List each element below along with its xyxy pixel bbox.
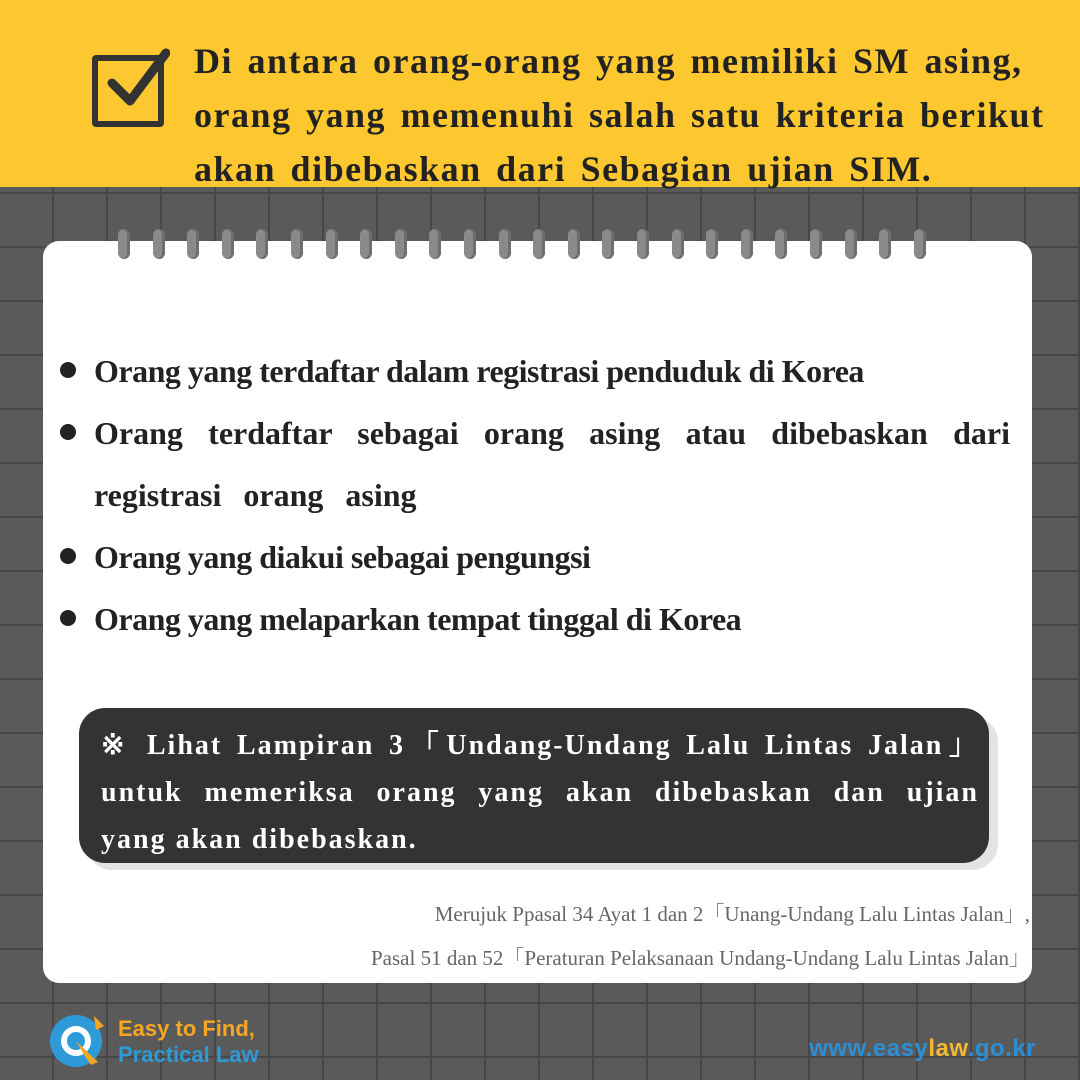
spiral-ring: [222, 229, 234, 259]
reference-line: Merujuk Ppasal 34 Ayat 1 dan 2「Unang-Undang Lalu Lintas Jalan」,: [434, 902, 1030, 926]
easylaw-logo[interactable]: [46, 1010, 286, 1072]
spiral-ring: [845, 229, 857, 259]
spiral-ring: [741, 229, 753, 259]
spiral-ring: [153, 229, 165, 259]
header-title-line: Di antara orang-orang yang memiliki SM asing,: [194, 41, 1023, 81]
bullet-icon: [60, 548, 76, 564]
site-suffix: .go.kr: [967, 1035, 1036, 1062]
header-title: [194, 34, 1049, 196]
spiral-ring: [533, 229, 545, 259]
spiral-ring: [914, 229, 926, 259]
header-title-line: akan dibebaskan dari Sebagian ujian SIM.: [194, 149, 933, 189]
site-prefix: www.easy: [809, 1035, 929, 1062]
criteria-text: Orang yang terdaftar dalam registrasi penduduk di Korea: [94, 353, 864, 389]
spiral-binding: [118, 229, 938, 269]
note-line: yang akan dibebaskan.: [101, 824, 418, 855]
header-title-line: orang yang memenuhi salah satu kriteria berikut: [194, 95, 1045, 135]
easylaw-logo-icon: [46, 1010, 116, 1072]
logo-text: [118, 1016, 259, 1068]
spiral-ring: [429, 229, 441, 259]
header-banner: [0, 0, 1080, 187]
spiral-ring: [602, 229, 614, 259]
reference-line: Pasal 51 dan 52「Peraturan Pelaksanaan Undang-Undang Lalu Lintas Jalan」: [371, 946, 1030, 970]
note-box: [79, 708, 989, 863]
spiral-ring: [672, 229, 684, 259]
spiral-ring: [326, 229, 338, 259]
spiral-ring: [637, 229, 649, 259]
spiral-ring: [879, 229, 891, 259]
spiral-ring: [775, 229, 787, 259]
criteria-text: Orang terdaftar sebagai orang asing atau dibebaskan dari registrasi orang asing: [94, 415, 1010, 513]
spiral-ring: [499, 229, 511, 259]
bullet-icon: [60, 424, 76, 440]
criteria-item: [60, 340, 1010, 402]
spiral-ring: [187, 229, 199, 259]
bullet-icon: [60, 610, 76, 626]
spiral-ring: [256, 229, 268, 259]
spiral-ring: [360, 229, 372, 259]
criteria-item: [60, 588, 1010, 650]
spiral-ring: [706, 229, 718, 259]
legal-reference: [130, 892, 1030, 980]
note-line: untuk memeriksa orang yang akan dibebaskan dan ujian: [101, 777, 979, 808]
criteria-text: Orang yang melaparkan tempat tinggal di Korea: [94, 601, 742, 637]
criteria-text: Orang yang diakui sebagai pengungsi: [94, 539, 591, 575]
checkbox-icon: [92, 55, 164, 127]
spiral-ring: [291, 229, 303, 259]
bullet-icon: [60, 362, 76, 378]
logo-line1: Easy to Find,: [118, 1016, 255, 1041]
website-link[interactable]: [809, 1035, 1036, 1063]
spiral-ring: [810, 229, 822, 259]
site-highlight: law: [928, 1035, 968, 1062]
spiral-ring: [395, 229, 407, 259]
spiral-ring: [568, 229, 580, 259]
logo-line2: Practical Law: [118, 1042, 259, 1067]
criteria-list: [60, 340, 1010, 650]
criteria-item: [60, 402, 1010, 526]
note-line: ※ Lihat Lampiran 3「Undang-Undang Lalu Lintas Jalan」: [101, 730, 979, 761]
criteria-item: [60, 526, 1010, 588]
spiral-ring: [118, 229, 130, 259]
spiral-ring: [464, 229, 476, 259]
